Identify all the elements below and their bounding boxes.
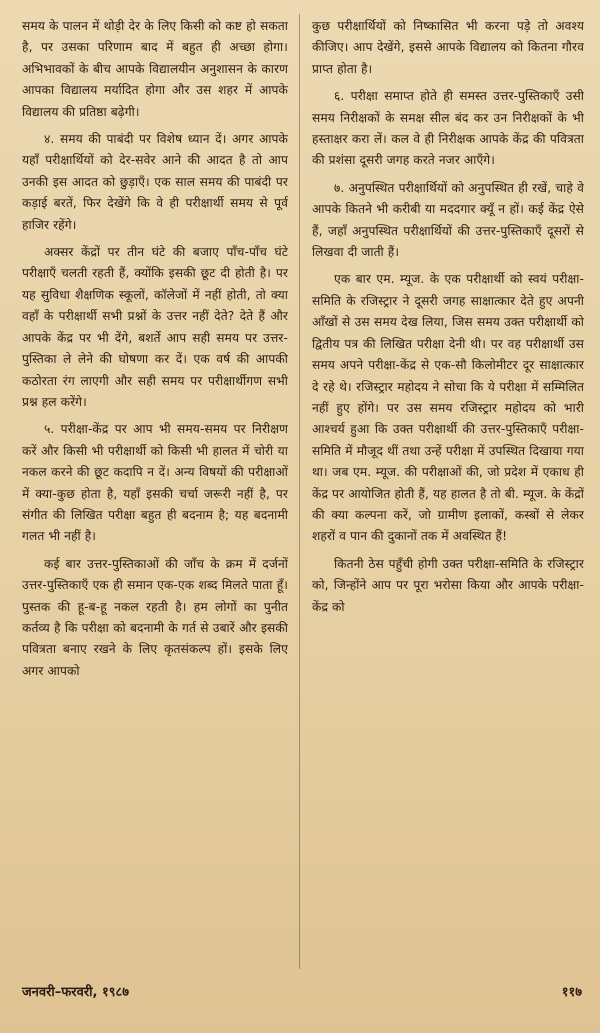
paragraph: कई बार उत्तर-पुस्तिकाओं की जाँच के क्रम में दर्जनों उत्तर-पुस्तिकाएँ एक ही समान एक-एक शब्द मिलते पाता हूँ। पुस्तक की हू-ब-हू नकल रहती है। हम लोगों का पुनीत कर्तव्य है कि परीक्षा को बदनामी के गर्त से उबारें और इसकी पवित्रता बनाए रखने के लिए कृतसंकल्प हों। इसके लिए अगर आपको [22, 556, 288, 678]
paragraph: एक बार एम. म्यूज. के एक परीक्षार्थी को स्वयं परीक्षा-समिति के रजिस्ट्रार ने दूसरी जगह साक्षात्कार देते हुए अपनी आँखों से उस समय देख लिया, जिस समय उक्त परीक्षार्थी को द्वितीय पत्र की लिखित परीक्षा देनी थी। पर वह परीक्षार्थी उस समय अपने परीक्षा-केंद्र से एक-सौ किलोमीटर दूर साक्षात्कार दे रहे थे। रजिस्ट्रार महोदय ने सोचा कि ये परीक्षा में सम्मिलित नहीं हुए होंगे। पर उस समय रजिस्ट्रार महोदय को भारी आश्चर्य हुआ कि उक्त परीक्षार्थी की उत्तर-पुस्तिकाएँ परीक्षा-समिति में मौजूद थीं तथा उन्हें परीक्षा में उपस्थित दिखाया गया था। जब एम. म्यूज. की परीक्षाओं की, जो प्रदेश में एकाध ही केंद्र पर आयोजित होती हैं, यह हालत है तो बी. म्यूज. के केंद्रों की क्या कल्पना करें, जो ग्रामीण इलाकों, कस्बों से लेकर शहरों व पान की दुकानों तक में अवस्थित हैं! [312, 272, 584, 544]
paragraph: ५. परीक्षा-केंद्र पर आप भी समय-समय पर निरीक्षण करें और किसी भी परीक्षार्थी को किसी भी हालत में चोरी या नकल करने की छूट कदापि न दें। अन्य विषयों की परीक्षाओं में क्या-कुछ होता है, यहाँ इसकी चर्चा जरूरी नहीं है, पर संगीत की लिखित परीक्षा बहुत ही बदनाम है; यह बदनामी गलत भी नहीं है। [22, 422, 288, 544]
paragraph: समय के पालन में थोड़ी देर के लिए किसी को कष्ट हो सकता है, पर उसका परिणाम बाद में बहुत ही अच्छा होगा। अभिभावकों के बीच आपके विद्यालयीन अनुशासन के कारण आपका विद्यालय मर्यादित होगा और उस शहर में आपके विद्यालय की प्रतिष्ठा बढ़ेगी। [22, 19, 288, 119]
paragraph: ६. परीक्षा समाप्त होते ही समस्त उत्तर-पुस्तिकाएँ उसी समय निरीक्षकों के समक्ष सील बंद कर उन निरीक्षकों के भी हस्ताक्षर करा लें। कल वे ही निरीक्षक आपके केंद्र की पवित्रता की प्रशंसा दूसरी जगह करते नजर आएँगे। [312, 89, 584, 168]
page-number: ११७ [561, 985, 582, 1000]
issue-date: जनवरी–फरवरी, १९८७ [22, 985, 130, 1000]
right-column [312, 16, 584, 618]
paragraph: कुछ परीक्षार्थियों को निष्कासित भी करना पड़े तो अवश्य कीजिए। आप देखेंगे, इससे आपके विद्यालय को कितना गौरव प्राप्त होता है। [312, 19, 584, 76]
paragraph: कितनी ठेस पहुँची होगी उक्त परीक्षा-समिति के रजिस्ट्रार को, जिन्होंने आप पर पूरा भरोसा किया और आपके परीक्षा-केंद्र को [312, 556, 584, 614]
paragraph: ७. अनुपस्थित परीक्षार्थियों को अनुपस्थित ही रखें, चाहे वे आपके कितने भी करीबी या मददगार क्यूँ न हों। कई केंद्र ऐसे हैं, जहाँ अनुपस्थित परीक्षार्थियों की उत्तर-पुस्तिकाएँ दूसरों से लिखवा दी जाती हैं। [312, 180, 584, 260]
column-divider [299, 14, 300, 969]
paragraph: ४. समय की पाबंदी पर विशेष ध्यान दें। अगर आपके यहाँ परीक्षार्थियों को देर-सवेर आने की आदत है तो आप उनकी इस आदत को छुड़ाएँ। एक साल समय की पाबंदी पर कड़ाई बरतें, फिर देखेंगे कि वे ही परीक्षार्थी समय से पूर्व हाजिर रहेंगे। [22, 132, 288, 232]
left-column [22, 16, 288, 682]
paragraph: अक्सर केंद्रों पर तीन घंटे की बजाए पाँच-पाँच घंटे परीक्षाएँ चलती रहती हैं, क्योंकि इसकी छूट दी होती है। पर यह सुविधा शैक्षणिक स्कूलों, कॉलेजों में नहीं होती, तो क्या वहाँ के परीक्षार्थी सभी प्रश्नों के उत्तर नहीं देते? देते हैं और आपके केंद्र पर भी देंगे, बशर्ते आप सही समय पर उत्तर-पुस्तिका ले लेने की घोषणा कर दें। एक वर्ष की आपकी कठोरता रंग लाएगी और सही समय पर परीक्षार्थीगण सभी प्रश्न हल करेंगे। [22, 245, 288, 409]
page-footer [22, 982, 582, 1004]
